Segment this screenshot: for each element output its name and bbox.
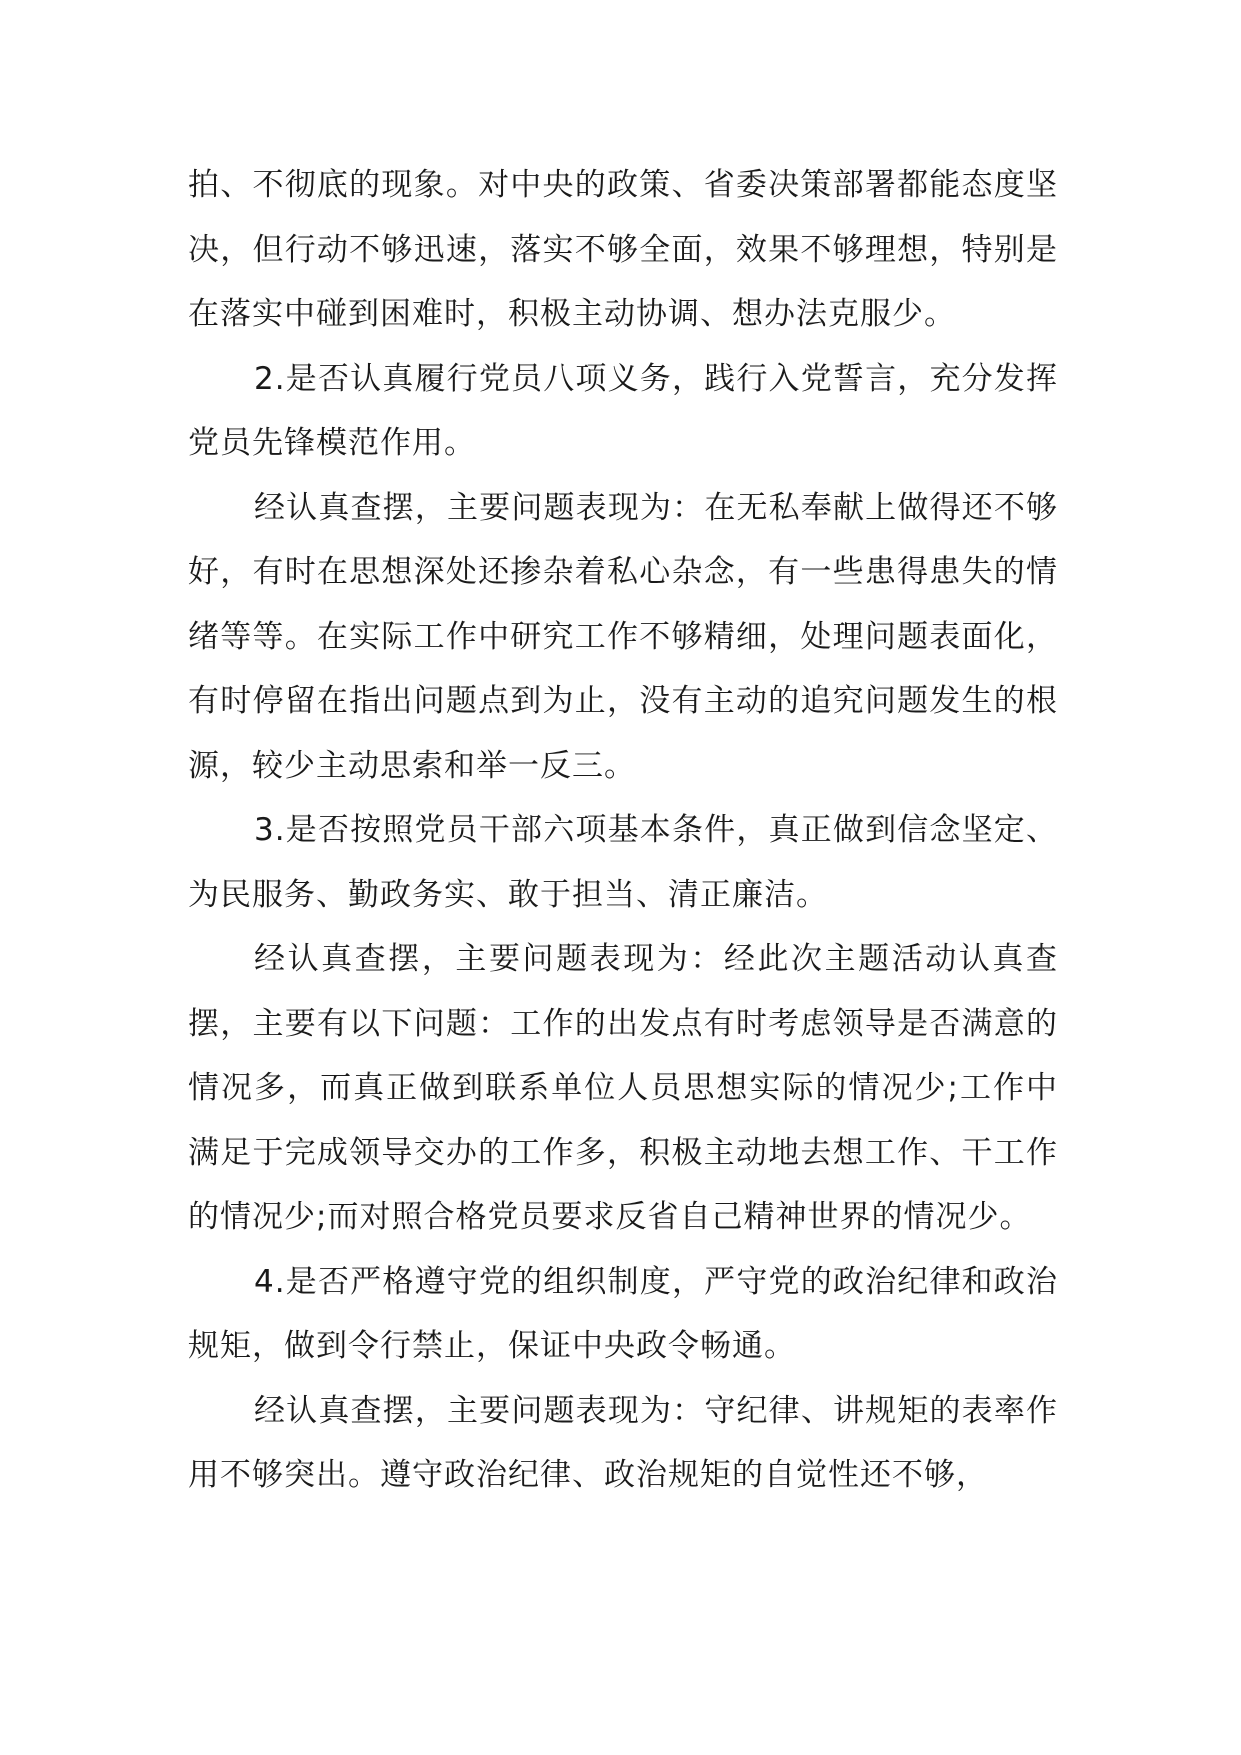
paragraph: 经认真查摆，主要问题表现为：经此次主题活动认真查摆，主要有以下问题：工作的出发点有时考虑领导是否满意的情况多，而真正做到联系单位人员思想实际的情况少;工作中满足于完成领导交办的工作多，积极主动地去想工作、干工作的情况少;而对照合格党员要求反省自己精神世界的情况少。 [188, 941, 1058, 1235]
paragraph: 经认真查摆，主要问题表现为：在无私奉献上做得还不够好，有时在思想深处还掺杂着私心杂念，有一些患得患失的情绪等等。在实际工作中研究工作不够精细，处理问题表面化，有时停留在指出问题点到为止，没有主动的追究问题发生的根源，较少主动思索和举一反三。 [188, 489, 1058, 784]
paragraph: 拍、不彻底的现象。对中央的政策、省委决策部署都能态度坚决，但行动不够迅速，落实不够全面，效果不够理想，特别是在落实中碰到困难时，积极主动协调、想办法克服少。 [188, 167, 1058, 332]
paragraph: 3.是否按照党员干部六项基本条件，真正做到信念坚定、为民服务、勤政务实、敢于担当、清正廉洁。 [188, 812, 1058, 913]
paragraph: 2.是否认真履行党员八项义务，践行入党誓言，充分发挥党员先锋模范作用。 [188, 360, 1058, 461]
paragraph: 经认真查摆，主要问题表现为：守纪律、讲规矩的表率作用不够突出。遵守政治纪律、政治规矩的自觉性还不够， [188, 1392, 1058, 1493]
paragraph: 4.是否严格遵守党的组织制度，严守党的政治纪律和政治规矩，做到令行禁止，保证中央政令畅通。 [188, 1263, 1058, 1364]
document-body [188, 153, 1058, 1508]
